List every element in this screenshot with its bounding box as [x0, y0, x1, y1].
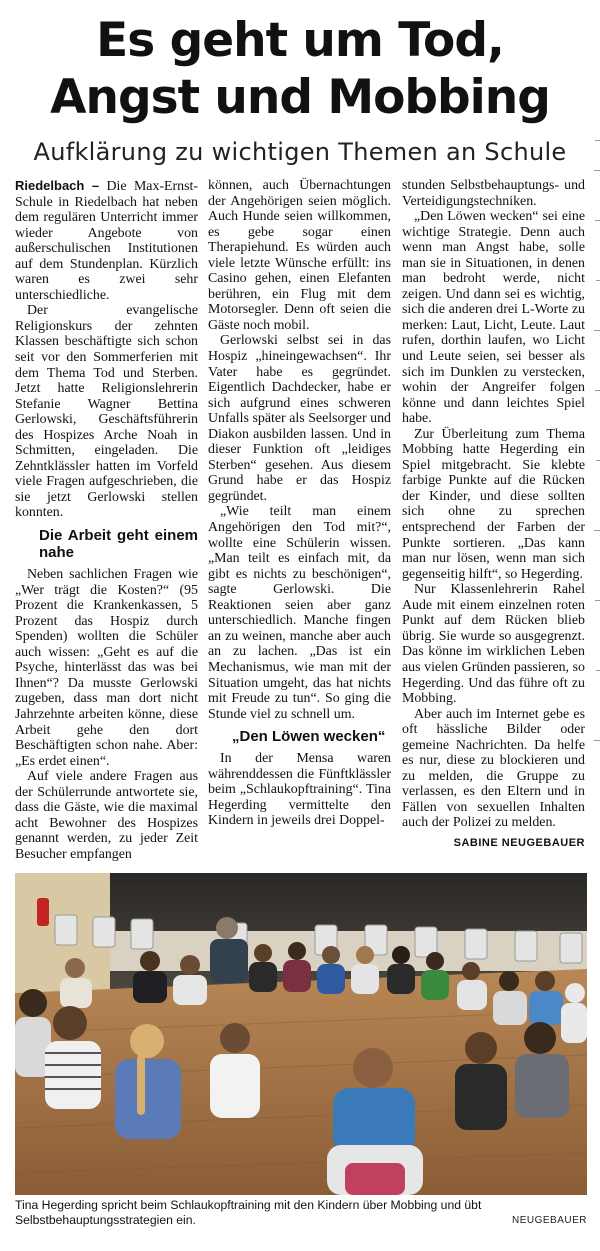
section-heading: Die Arbeit geht einem nahe — [39, 527, 198, 562]
subheadline: Aufklärung zu wichtigen Themen an Schule — [33, 138, 567, 166]
article-column-3 — [402, 178, 585, 852]
fire-extinguisher — [37, 898, 49, 926]
paragraph: Auf viele andere Fragen aus der Schülerrunde antwortete sie, dass die Gäste, wie die maximal acht Bewohner des Hospizes genannt werden, zu jeder Zeit Besucher empfangen — [15, 769, 198, 862]
article-column-1 — [15, 178, 198, 862]
photo-illustration — [15, 873, 587, 1195]
paragraph: Gerlowski selbst sei in das Hospiz „hineingewachsen“. Ihr Vater habe es gegründet. Eigentlich Dachdecker, habe er sich aufgrund eines schweren Unfalls später als Seelsorger und Diakon ausbilden lassen. Und in dieser Funktion oft „leidiges Sterben“ gesehen. Aus diesem Grund habe er das Hospiz gegründet. — [208, 333, 391, 504]
headline — [0, 12, 600, 126]
headline-line-1: Es geht um Tod, — [96, 13, 504, 68]
article-column-2 — [208, 178, 391, 829]
headline-line-2: Angst und Mobbing — [50, 70, 550, 125]
paragraph: stunden Selbstbehauptungs- und Verteidigungstechniken. — [402, 178, 585, 209]
paragraph: „Den Löwen wecken“ sei eine wichtige Strategie. Denn auch wenn man Angst habe, solle man sie in Situationen, in denen man bedroht werde, nicht zeigen. Und dann sei es wichtig, sich die anderen drei L-Worte zu merken: Laut, Licht, Leute. Laut rufen, dorthin laufen, wo Licht und Leute seien, sei besser als sich im Dunklen zu verstecken, wohin der Angreifer folgen könne und dann leichtes Spiel habe. — [402, 209, 585, 427]
paragraph: Zur Überleitung zum Thema Mobbing hatte Hegerding ein Spiel mitgebracht. Sie klebte farbige Punkte auf die Rücken der Kinder, und diese sollten sich ohne zu sprechen entsprechend der Farben der Punkte sortieren. „Das kann man nur lösen, wenn man sich gegenseitig hilft“, so Hegerding. — [402, 426, 585, 582]
paragraph: „Wie teilt man einem Angehörigen den Tod mit?“, wollte eine Schülerin wissen. „Man teilt es einfach mit, da gibt es nichts zu beschönigen“, sagte Gerlowski. Die Reaktionen seien aber ganz unterschiedlich. Manche fingen an zu weinen, manche aber auch an zu lachen. „Das ist ein Mechanismus, wie man mit der Situation umgeht, das hat nichts mit Freude zu tun“. So ging die Stunde viel zu schnell um. — [208, 504, 391, 722]
author-byline: SABINE NEUGEBAUER — [453, 836, 585, 849]
paragraph: Aber auch im Internet gebe es oft hässliche Bilder oder gemeine Nachrichten. Da helfe es nur, diese zu blockieren und zu melden, die Gruppe zu verlassen, es den Eltern und in Fällen von sexuellen Inhalten auch der Polizei zu melden. — [402, 706, 585, 831]
paragraph: Neben sachlichen Fragen wie „Wer trägt die Kosten?“ (95 Prozent die Krankenkassen, 5 Prozent das Hospiz durch Spenden) wollten die Schüler auch wissen: „Geht es auf die Psyche, hinterlässt das was bei Ihnen“? Da musste Gerlowski zugeben, dass man dort nicht Jahrzehnte arbeiten könne, diese Arbeit gehe den dort Beschäftigten schon nahe. Aber: „Es erdet einen“. — [15, 567, 198, 769]
section-heading: „Den Löwen wecken“ — [232, 728, 386, 746]
neighbor-column-edge — [593, 130, 600, 830]
paragraph: Nur Klassenlehrerin Rahel Aude mit einem einzelnen roten Punkt auf dem Rücken blieb übrig. Sie wurde so ausgegrenzt. Das könne im wirklichen Leben aus vielen Gründen passieren, so Hegerding. Und das führe oft zu Mobbing. — [402, 582, 585, 707]
paragraph: In der Mensa waren währenddessen die Fünftklässler beim „Schlaukopftraining“. Tina Hegerding vermittelte den Kindern in jeweils drei Doppel- — [208, 751, 391, 829]
dateline: Riedelbach – — [15, 178, 100, 193]
paragraph: können, auch Übernachtungen der Angehörigen seien möglich. Auch Hunde seien willkommen, es gebe sogar einen Therapiehund. Es würden auch viele letzte Wünsche erfüllt: ins Casino gehen, einen Elefanten berühren, ein Flug mit dem Motorsegler. Denn oft seien die Gäste noch mobil. — [208, 178, 391, 333]
paragraph: Der evangelische Religionskurs der zehnten Klassen beschäftigte sich schon seit vor den Sommerferien mit dem Thema Tod und Sterben. Jetzt hatte Religionslehrerin Stefanie Wagner Bettina Gerlowski, Geschäftsführerin des Hospizes Arche Noah in Schmitten, eingeladen. Die Zehntklässler hatten im Vorfeld viele Fragen aufgeschrieben, die sie jetzt Gerlowski stellen konnten. — [15, 303, 198, 521]
paragraph-text: Die Max-Ernst-Schule in Riedelbach hat neben dem regulären Unterricht immer wieder Angebote von außerschulischen Institutionen auf dem Stundenplan. Kürzlich waren es zwei sehr unterschiedliche. — [15, 179, 198, 303]
photo-credit: NEUGEBAUER — [511, 1215, 587, 1226]
photo-caption: Tina Hegerding spricht beim Schlaukopftraining mit den Kindern über Mobbing und übt Selbstbehauptungsstrategien ein. — [15, 1198, 482, 1227]
article-photo — [15, 873, 587, 1195]
paragraph — [15, 178, 198, 303]
